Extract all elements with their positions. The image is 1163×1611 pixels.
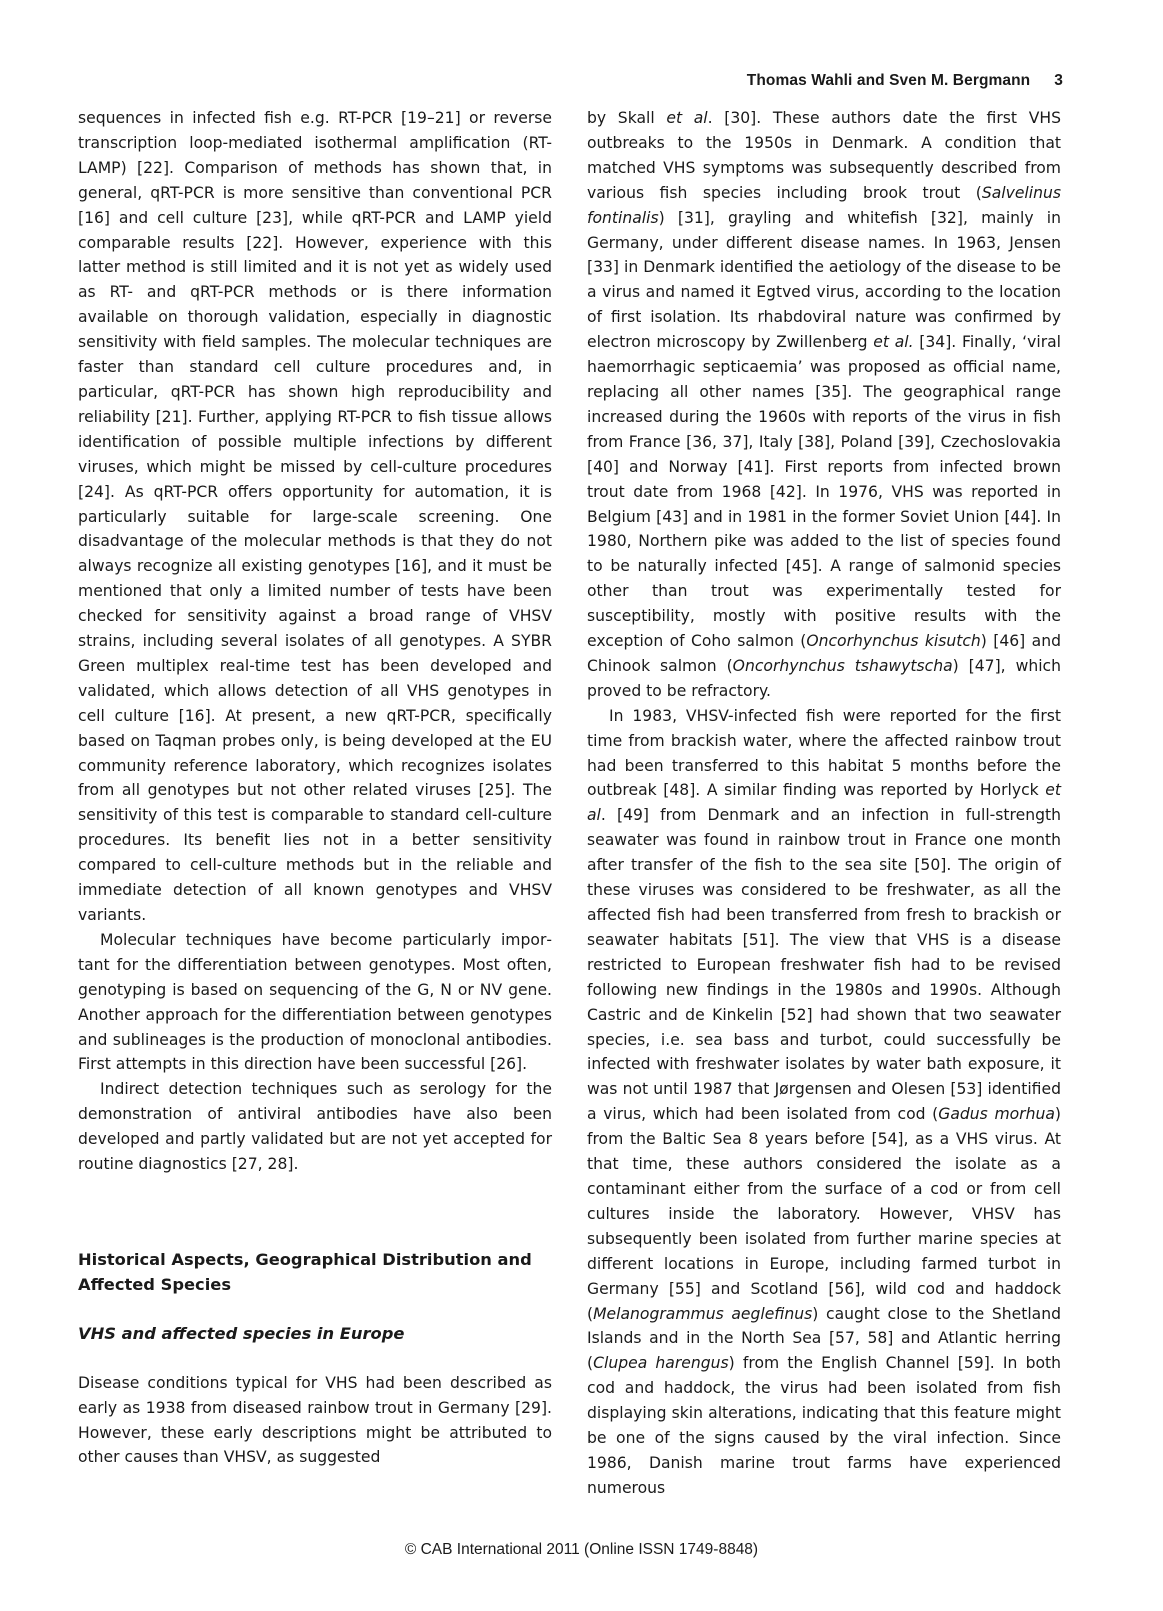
copyright-footer: © CAB International 2011 (Online ISSN 1749-8848) (404, 1541, 759, 1558)
section-heading: Historical Aspects, Geographical Distribution and Affected Species (78, 1249, 532, 1294)
right-column (587, 106, 1061, 1501)
left-column (78, 106, 552, 1470)
paragraph-serology: Indirect detection techniques such as serology for the demonstration of antiviral antibodies have also been developed and partly validated but are not yet accepted for routine diagnostics [27, 28]. (78, 1080, 552, 1174)
paragraph-history: by Skall et al. [30]. These authors date the first VHS outbreaks to the 1950s in Denmark. A condition that matched VHS symptoms was subsequently described from various fish species including brook trout (Salvelinus fontinalis) [31], grayling and whitefish [32], mainly in Germany, under different disease names. In 1963, Jensen [33] in Denmark identified the aetiology of the disease to be a virus and named it Egtved virus, according to the location of first isolation. Its rhabdoviral nature was confirmed by electron microscopy by Zwillenberg et al. [34]. Finally, ‘viral haemorrhagic septicaemia’ was proposed as official name, replacing all other names [35]. The geographical range increased during the 1960s with reports of the virus in fish from France [36, 37], Italy [38], Poland [39], Czechoslovakia [40] and Norway [41]. First reports from infected brown trout date from 1968 [42]. In 1976, VHS was reported in Belgium [43] and in 1981 in the former Soviet Union [44]. In 1980, Northern pike was added to the list of species found to be naturally infected [45]. A range of salmonid species other than trout was experimentally tested for susceptibility, mostly with positive results with the exception of Coho salmon (Oncorhynchus kisutch) [46] and Chinook salmon (Oncorhynchus tshawytscha) [47], which proved to be refractory. (587, 109, 1061, 700)
page-number: 3 (1054, 72, 1063, 89)
header-authors: Thomas Wahli and Sven M. Bergmann (746, 72, 1031, 89)
running-header (747, 72, 1063, 90)
subsection-heading: VHS and affected species in Europe (78, 1323, 405, 1343)
paragraph-marine-findings: In 1983, VHSV-infected fish were reported for the first time from brackish water, where the affected rainbow trout had been transferred to this habitat 5 months before the outbreak [48]. A similar finding was reported by Horlyck et al. [49] from Denmark and an infection in full-strength seawater was found in rainbow trout in France one month after transfer of the fish to the sea site [50]. The origin of these viruses was considered to be freshwater, as all the affected fish had been transferred from fresh to brackish or seawater habitats [51]. The view that VHS is a disease restricted to European freshwater fish had to be revised following new findings in the 1980s and 1990s. Although Castric and de Kinkelin [52] had shown that two seawater species, i.e. sea bass and turbot, could successfully be infected with freshwater isolates by water bath exposure, it was not until 1987 that Jørgensen and Olesen [53] identified a virus, which had been isolated from cod (Gadus morhua) from the Baltic Sea 8 years before [54], as a VHS virus. At that time, these authors considered the isolate as a contaminant either from the surface of a cod or from cell cultures inside the laboratory. However, VHSV has subsequently been isolated from further marine species at different locations in Europe, including farmed turbot in Germany [55] and Scotland [56], wild cod and haddock (Melanogrammus aeglefinus) caught close to the Shetland Islands and in the North Sea [57, 58] and Atlantic herring (Clupea harengus) from the English Channel [59]. In both cod and haddock, the virus had been isolated from fish displaying skin alterations, indicating that this feature might be one of the signs caused by the viral infection. Since 1986, Danish marine trout farms have experienced numerous (587, 706, 1062, 1497)
paragraph-early-descriptions: Disease conditions typical for VHS had been described as early as 1938 from diseased rainbow trout in Germany [29]. However, these early descriptions might be attributed to other causes than VHSV, as suggested (78, 1373, 552, 1467)
paragraph-molecular-methods: sequences in infected fish e.g. RT-PCR [19–21] or reverse transcription loop-mediated isothermal amplification (RT-LAMP) [22]. Comparison of methods has shown that, in general, qRT-PCR is more sensitive than conventional PCR [16] and cell culture [23], while qRT-PCR and LAMP yield comparable results [22]. However, experience with this latter method is still limited and it is not yet as widely used as RT- and qRT-PCR methods or is there information available on thorough validation, especially in diagnostic sensitivity with field samples. The molecular techniques are faster than standard cell culture procedures and, in particular, qRT-PCR has shown high reproducibility and reliability [21]. Further, applying RT-PCR to fish tissue allows identification of possible multiple infections by different viruses, which might be missed by cell-culture procedures [24]. As qRT-PCR offers opportunity for automation, it is particularly suitable for large-scale screening. One disadvantage of the molecular methods is that they do not always recognize all existing genotypes [16], and it must be mentioned that only a limited number of tests have been checked for sensitivity against a broad range of VHSV strains, including several isolates of all genotypes. A SYBR Green multiplex real-time test has been developed and validated, which allows detection of all VHS genotypes in cell culture [16]. At present, a new qRT-PCR, specifically based on Taqman probes only, is being developed at the EU community reference laboratory, which recognizes isolates from all genotypes but not other related viruses [25]. The sensitivity of this test is comparable to standard cell-culture procedures. Its benefit lies not in a better sensitivity compared to cell-culture methods but in the reliable and immediate detection of all known genotypes and VHSV variants. (78, 109, 552, 924)
paragraph-genotyping: Molecular techniques have become particularly important for the differentiation between genotypes. Most often, genotyping is based on sequencing of the G, N or NV gene. Another approach for the differentiation between genotypes and sublineages is the production of monoclonal antibodies. First attempts in this direction have been successful [26]. (78, 930, 552, 1074)
